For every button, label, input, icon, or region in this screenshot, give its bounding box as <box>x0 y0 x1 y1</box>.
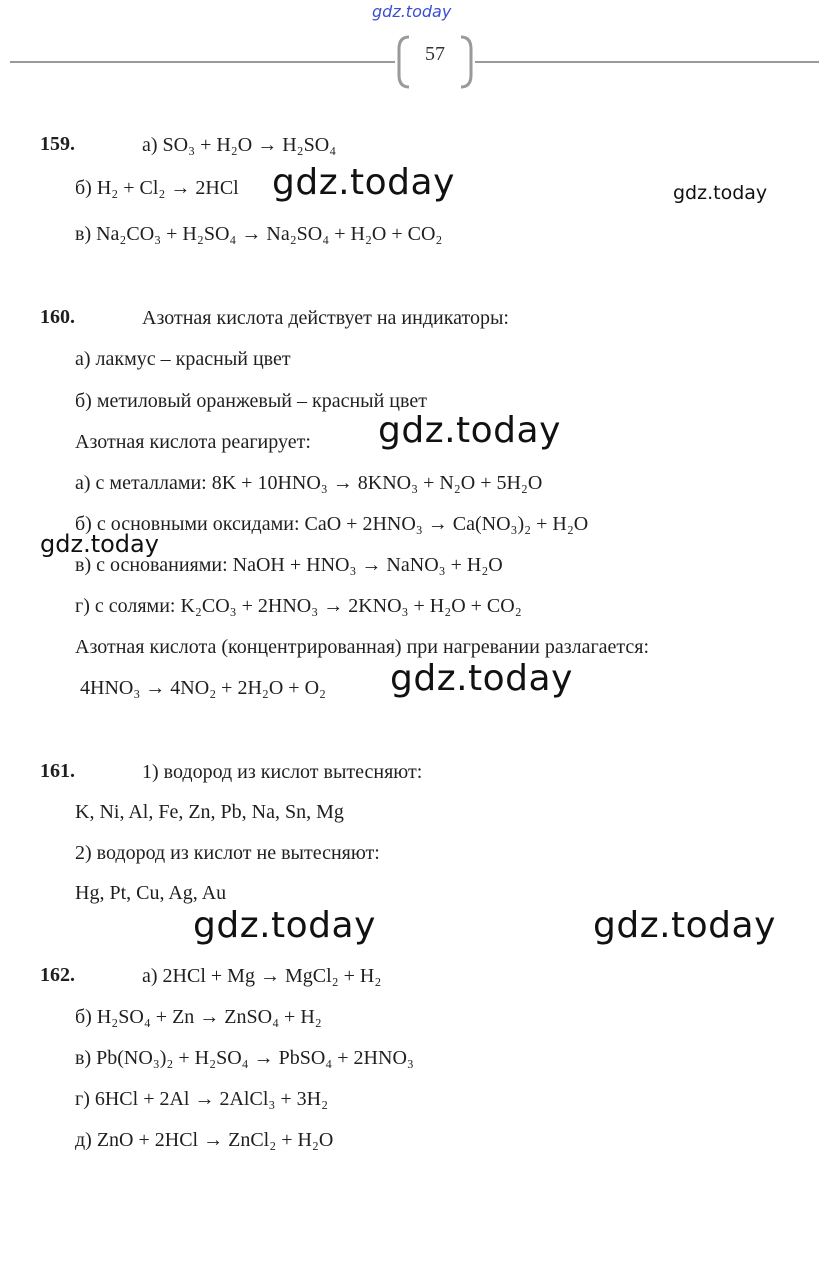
p162-line-d: г) 6HCl + 2Al → 2AlCl₃ + 3H₂ <box>75 1088 329 1110</box>
p161-line-3: 2) водород из кислот не вытесняют: <box>75 842 380 864</box>
p160-line-3: Азотная кислота реагирует: <box>75 431 311 453</box>
p162-line-c: в) Pb(NO₃)₂ + H₂SO₄ → PbSO₄ + 2HNO₃ <box>75 1047 414 1069</box>
header-rule-right <box>475 61 819 63</box>
p160-line-8: Азотная кислота (концентрированная) при нагревании разлагается: <box>75 636 650 658</box>
p160-line-1: а) лакмус – красный цвет <box>75 348 291 370</box>
p160-line-6: в) с основаниями: NaOH + HNO₃ → NaNO₃ + H₂O <box>75 554 503 576</box>
problem-number-159: 159. <box>40 133 75 155</box>
p160-line-2: б) метиловый оранжевый – красный цвет <box>75 390 427 412</box>
p160-line-7: г) с солями: K₂CO₃ + 2HNO₃ → 2KNO₃ + H₂O + CO₂ <box>75 595 522 617</box>
p161-line-2: K, Ni, Al, Fe, Zn, Pb, Na, Sn, Mg <box>75 801 344 823</box>
p160-line-intro: Азотная кислота действует на индикаторы: <box>142 307 509 329</box>
problem-number-160: 160. <box>40 306 75 328</box>
problem-number-161: 161. <box>40 760 75 782</box>
watermark: gdz.today <box>272 162 455 203</box>
p162-line-e: д) ZnO + 2HCl → ZnCl₂ + H₂O <box>75 1129 334 1151</box>
page-number-box <box>395 35 475 89</box>
site-watermark-header: gdz.today <box>372 2 452 21</box>
problem-number-162: 162. <box>40 964 75 986</box>
watermark: gdz.today <box>673 182 768 204</box>
p162-line-a: а) 2HCl + Mg → MgCl₂ + H₂ <box>142 965 382 987</box>
watermark: gdz.today <box>390 658 573 699</box>
watermark: gdz.today <box>40 530 159 558</box>
p161-line-4: Hg, Pt, Cu, Ag, Au <box>75 882 227 904</box>
p160-line-9: 4HNO₃ → 4NO₂ + 2H₂O + O₂ <box>80 677 326 699</box>
p159-line-b: б) H₂ + Cl₂ → 2HCl <box>75 177 239 199</box>
header-rule-left <box>10 61 395 63</box>
p162-line-b: б) H₂SO₄ + Zn → ZnSO₄ + H₂ <box>75 1006 322 1028</box>
p160-line-4: а) с металлами: 8K + 10HNO₃ → 8KNO₃ + N₂O + 5H₂O <box>75 472 543 494</box>
p159-line-c: в) Na₂CO₃ + H₂SO₄ → Na₂SO₄ + H₂O + CO₂ <box>75 223 443 245</box>
p161-line-1: 1) водород из кислот вытесняют: <box>142 761 423 783</box>
watermark: gdz.today <box>593 905 776 946</box>
p159-line-a: а) SO₃ + H₂O → H₂SO₄ <box>142 134 337 156</box>
p160-line-5: б) с основными оксидами: CaO + 2HNO₃ → Ca(NO₃)₂ + H₂O <box>75 513 589 535</box>
watermark: gdz.today <box>193 905 376 946</box>
page-number: 57 <box>425 43 445 65</box>
watermark: gdz.today <box>378 410 561 451</box>
